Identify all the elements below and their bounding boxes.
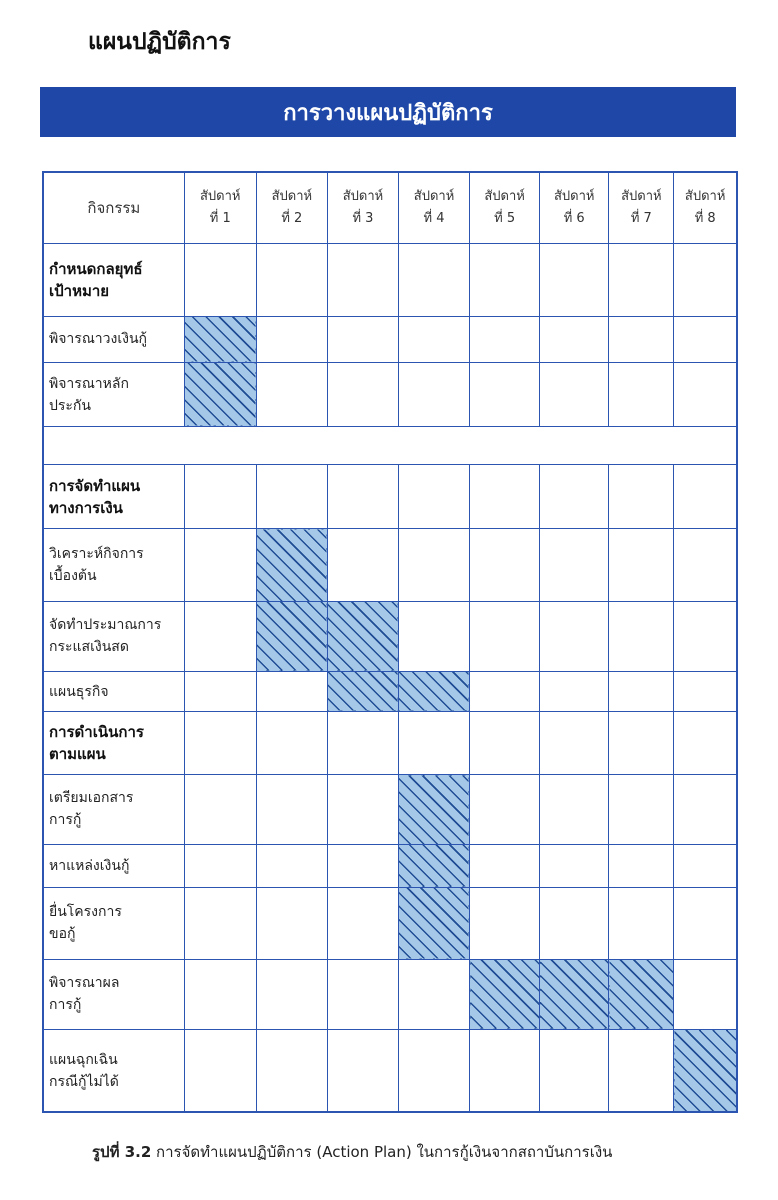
week-cell (327, 529, 398, 601)
scheduled-week-cell (327, 601, 398, 671)
week-cell (398, 362, 469, 426)
week-header-line1: สัปดาห์ (553, 188, 595, 204)
week-cell (470, 601, 540, 671)
week-cell (674, 243, 737, 316)
week-cell (398, 1030, 469, 1112)
activity-cell (43, 1030, 184, 1112)
banner-title: การวางแผนปฏิบัติการ (283, 100, 493, 126)
week-header-1 (184, 172, 256, 243)
activity-line1: การดำเนินการ (49, 723, 144, 742)
week-cell (256, 959, 327, 1029)
week-cell (540, 316, 609, 362)
activity-line2: การกู้ (49, 997, 82, 1014)
week-cell (327, 712, 398, 775)
table-row (43, 316, 737, 362)
header-row (43, 172, 737, 243)
week-cell (470, 243, 540, 316)
week-header-line1: สัปดาห์ (271, 188, 313, 204)
week-cell (327, 959, 398, 1029)
week-cell (327, 243, 398, 316)
week-header-8 (674, 172, 737, 243)
activity-line2: ขอกู้ (49, 926, 76, 943)
week-cell (674, 844, 737, 887)
spacer-cell (43, 427, 737, 465)
week-cell (609, 601, 674, 671)
activity-cell (43, 316, 184, 362)
week-header-line1: สัปดาห์ (413, 188, 455, 204)
table-row (43, 887, 737, 959)
week-cell (184, 887, 256, 959)
activity-line1: ยื่นโครงการ (49, 904, 122, 921)
table-row (43, 712, 737, 775)
week-cell (674, 465, 737, 529)
week-cell (609, 243, 674, 316)
week-cell (609, 844, 674, 887)
scheduled-week-cell (184, 362, 256, 426)
week-cell (540, 362, 609, 426)
week-cell (184, 243, 256, 316)
activity-cell (43, 775, 184, 844)
week-header-line2: ที่ 1 (209, 210, 231, 226)
activity-line1: จัดทำประมาณการ (49, 617, 162, 634)
week-cell (256, 316, 327, 362)
week-cell (609, 1030, 674, 1112)
week-cell (470, 316, 540, 362)
activity-cell (43, 601, 184, 671)
scheduled-week-cell (256, 529, 327, 601)
week-cell (674, 316, 737, 362)
activity-line1: เตรียมเอกสาร (49, 790, 134, 807)
week-cell (398, 316, 469, 362)
week-cell (674, 362, 737, 426)
week-cell (327, 775, 398, 844)
week-cell (609, 465, 674, 529)
week-cell (256, 712, 327, 775)
week-cell (398, 959, 469, 1029)
activity-line1: วิเคราะห์กิจการ (49, 546, 144, 563)
week-header-7 (609, 172, 674, 243)
activity-line2: ตามแผน (49, 745, 106, 764)
activity-line1: พิจารณาผล (49, 975, 120, 992)
activity-line2: ประกัน (49, 397, 91, 414)
week-cell (256, 243, 327, 316)
week-header-line2: ที่ 8 (694, 210, 716, 226)
scheduled-week-cell (398, 844, 469, 887)
figure-caption (92, 1140, 612, 1164)
week-header-line1: สัปดาห์ (621, 188, 662, 204)
week-cell (398, 601, 469, 671)
activity-line2: กรณีกู้ไม่ได้ (49, 1073, 119, 1090)
week-cell (470, 887, 540, 959)
week-header-4 (398, 172, 469, 243)
week-header-2 (256, 172, 327, 243)
week-cell (470, 671, 540, 711)
activity-line2: การกู้ (49, 812, 82, 829)
week-cell (327, 316, 398, 362)
scheduled-week-cell (540, 959, 609, 1029)
week-cell (609, 671, 674, 711)
week-cell (674, 887, 737, 959)
week-cell (609, 887, 674, 959)
week-header-line2: ที่ 2 (281, 210, 303, 226)
week-cell (470, 1030, 540, 1112)
week-cell (256, 844, 327, 887)
table-row (43, 775, 737, 844)
week-cell (398, 243, 469, 316)
week-cell (184, 1030, 256, 1112)
week-cell (540, 1030, 609, 1112)
caption-text: การจัดทำแผนปฏิบัติการ (Action Plan) ในการกู้เงินจากสถาบันการเงิน (156, 1143, 613, 1161)
week-cell (256, 362, 327, 426)
scheduled-week-cell (327, 671, 398, 711)
scheduled-week-cell (256, 601, 327, 671)
week-cell (256, 887, 327, 959)
week-header-line2: ที่ 6 (563, 210, 585, 226)
caption-label: รูปที่ 3.2 (92, 1143, 152, 1161)
week-cell (184, 529, 256, 601)
table-row (43, 529, 737, 601)
scheduled-week-cell (470, 959, 540, 1029)
week-header-line2: ที่ 3 (352, 210, 374, 226)
week-cell (327, 887, 398, 959)
week-cell (398, 529, 469, 601)
activity-cell (43, 887, 184, 959)
table-row (43, 959, 737, 1029)
scheduled-week-cell (609, 959, 674, 1029)
activity-cell (43, 671, 184, 711)
week-cell (609, 316, 674, 362)
week-cell (540, 887, 609, 959)
week-header-5 (470, 172, 540, 243)
week-cell (184, 601, 256, 671)
week-header-6 (540, 172, 609, 243)
week-cell (609, 529, 674, 601)
table-row (43, 844, 737, 887)
table-row (43, 601, 737, 671)
activity-line2: เป้าหมาย (49, 281, 110, 300)
section-heading-cell (43, 243, 184, 316)
activity-line1: พิจารณาหลัก (49, 375, 129, 392)
activity-cell (43, 529, 184, 601)
week-cell (184, 671, 256, 711)
table-row (43, 671, 737, 711)
activity-line2: กระแสเงินสด (49, 639, 129, 656)
week-cell (674, 959, 737, 1029)
week-cell (540, 712, 609, 775)
week-cell (609, 775, 674, 844)
week-header-line1: สัปดาห์ (200, 188, 241, 204)
week-cell (327, 844, 398, 887)
week-cell (256, 465, 327, 529)
section-banner (40, 87, 736, 137)
activity-line1: แผนฉุกเฉิน (49, 1051, 118, 1068)
week-cell (470, 712, 540, 775)
week-cell (256, 775, 327, 844)
activity-line1: แผนธุรกิจ (49, 683, 109, 700)
week-cell (540, 243, 609, 316)
table-row (43, 465, 737, 529)
activity-line1: พิจารณาวงเงินกู้ (49, 331, 148, 348)
table-row (43, 362, 737, 426)
scheduled-week-cell (398, 887, 469, 959)
week-cell (674, 671, 737, 711)
week-cell (674, 712, 737, 775)
week-cell (470, 844, 540, 887)
week-header-line1: สัปดาห์ (484, 188, 525, 204)
activity-line2: ทางการเงิน (49, 498, 123, 517)
week-cell (256, 671, 327, 711)
week-cell (398, 465, 469, 529)
week-cell (540, 465, 609, 529)
week-cell (470, 529, 540, 601)
week-cell (184, 844, 256, 887)
week-cell (540, 601, 609, 671)
week-cell (470, 362, 540, 426)
week-cell (609, 362, 674, 426)
scheduled-week-cell (398, 671, 469, 711)
section-heading-cell (43, 712, 184, 775)
activity-cell (43, 844, 184, 887)
activity-line1: การจัดทำแผน (49, 476, 141, 495)
week-header-line2: ที่ 5 (494, 210, 516, 226)
week-cell (184, 959, 256, 1029)
action-plan-table (42, 171, 738, 1113)
activity-cell (43, 362, 184, 426)
scheduled-week-cell (674, 1030, 737, 1112)
week-cell (470, 465, 540, 529)
week-header-line1: สัปดาห์ (342, 188, 384, 204)
week-cell (184, 775, 256, 844)
activity-column-header: กิจกรรม (43, 172, 184, 243)
week-header-3 (327, 172, 398, 243)
week-cell (184, 712, 256, 775)
week-cell (674, 775, 737, 844)
table-body (43, 243, 737, 1112)
week-cell (540, 844, 609, 887)
week-cell (398, 712, 469, 775)
week-cell (327, 1030, 398, 1112)
activity-line1: กำหนดกลยุทธ์ (49, 259, 143, 278)
scheduled-week-cell (184, 316, 256, 362)
scheduled-week-cell (398, 775, 469, 844)
week-cell (327, 362, 398, 426)
spacer-row (43, 427, 737, 465)
week-cell (256, 1030, 327, 1112)
week-cell (674, 529, 737, 601)
week-cell (540, 671, 609, 711)
week-header-line1: สัปดาห์ (684, 188, 726, 204)
activity-cell (43, 959, 184, 1029)
week-cell (674, 601, 737, 671)
table-row (43, 1030, 737, 1112)
page-heading: แผนปฏิบัติการ (88, 29, 231, 55)
activity-line1: หาแหล่งเงินกู้ (49, 857, 130, 874)
week-header-line2: ที่ 4 (423, 210, 445, 226)
section-heading-cell (43, 465, 184, 529)
week-cell (609, 712, 674, 775)
week-cell (540, 775, 609, 844)
week-header-line2: ที่ 7 (630, 210, 652, 226)
week-cell (540, 529, 609, 601)
table-row (43, 243, 737, 316)
week-cell (327, 465, 398, 529)
activity-line2: เบื้องต้น (49, 568, 97, 585)
week-cell (184, 465, 256, 529)
week-cell (470, 775, 540, 844)
